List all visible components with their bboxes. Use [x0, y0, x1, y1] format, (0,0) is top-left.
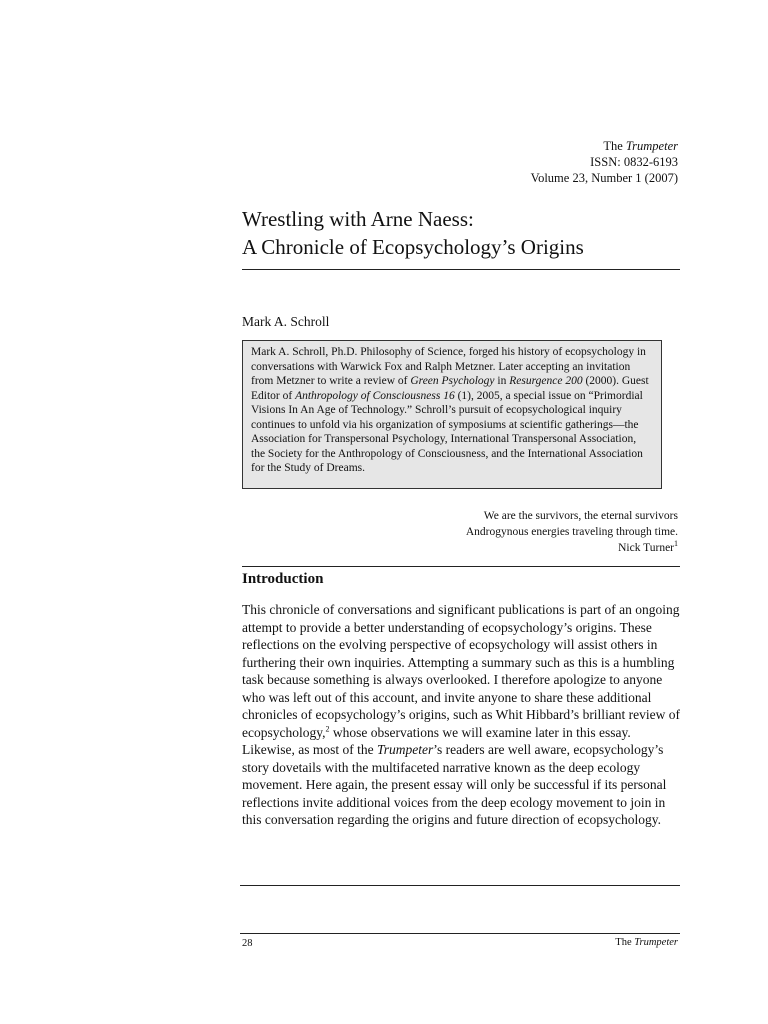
bio-italic-2: Resurgence 200: [509, 375, 583, 387]
journal-header: [531, 138, 678, 186]
journal-name: Trumpeter: [625, 139, 678, 153]
article-title: [242, 205, 682, 261]
footer-journal: [615, 937, 678, 948]
section-end-divider: [240, 885, 680, 886]
journal-prefix: The: [603, 139, 626, 153]
bio-text-2: in: [494, 375, 510, 387]
footer-divider: [240, 933, 680, 934]
introduction-divider: [242, 566, 680, 567]
epigraph: [466, 508, 678, 556]
journal-name-line: [531, 138, 678, 154]
issn: ISSN: 0832-6193: [590, 155, 678, 169]
author-bio: [251, 345, 653, 476]
title-line-1: Wrestling with Arne Naess:: [242, 207, 474, 231]
epigraph-line-1: We are the survivors, the eternal survivors: [483, 510, 678, 522]
intro-italic: Trumpeter: [376, 742, 434, 757]
author-name: Mark A. Schroll: [242, 314, 330, 329]
bio-text-4: (1), 2005, a special issue on “Primordial Visions In An Age of Technology.” Schroll’s pursuit of ecopsychological inquiry continues to unfold via his organization of symposiums at scientific gatherings—the Association for Transpersonal Psychology, International Transpersonal Association, the Society for the Anthropology of Consciousness, and the International Association for the Study of Dreams.: [251, 389, 643, 474]
title-divider: [242, 269, 680, 270]
bio-italic-1: Green Psychology: [410, 375, 495, 387]
bio-text-3: (2000). Guest Editor of: [251, 375, 649, 402]
footnote-mark-1: 1: [674, 539, 678, 549]
author-bio-box: [242, 340, 662, 489]
epigraph-line-2: Androgynous energies traveling through time.: [465, 526, 678, 538]
introduction-heading: Introduction: [242, 571, 324, 587]
bio-italic-3: Anthropology of Consciousness 16: [295, 389, 455, 402]
footer-journal-name: Trumpeter: [634, 937, 678, 948]
attribution-name: Nick Turner: [618, 542, 674, 554]
epigraph-attribution: [466, 540, 678, 556]
volume-info: Volume 23, Number 1 (2007): [530, 171, 678, 185]
intro-text-3: ’s readers are well aware, ecopsychology’s story dovetails with the multifaceted narrative known as the deep ecology movement. Here again, the present essay will only be successful if its personal reflections invite additional voices from the deep ecology movement to join in this conversation regarding the origins and future direction of ecopsychology.: [242, 742, 667, 827]
footnote-mark-2: 2: [325, 724, 330, 733]
introduction-paragraph: [242, 601, 682, 829]
page-number: 28: [242, 938, 253, 949]
intro-text-1: This chronicle of conversations and significant publications is part of an ongoing attempt to provide a better understanding of ecopsychology’s origins. These reflections on the evolving perspective of ecopsychology will assist others in furthering their own inquiries. Attempting a summary such as this is a humbling task because something is always overlooked. I therefore apologize to anyone who was left out of this account, and invite anyone to share these additional chronicles of ecopsychology’s origins, such as Whit Hibbard’s brilliant review of ecopsychology,: [242, 602, 681, 740]
title-line-2: A Chronicle of Ecopsychology’s Origins: [242, 235, 584, 259]
footer-journal-prefix: The: [615, 937, 635, 948]
intro-text-2: whose observations we will examine later in this essay. Likewise, as most of the: [242, 724, 631, 757]
bio-text-1: Mark A. Schroll, Ph.D. Philosophy of Science, forged his history of ecopsychology in conversations with Warwick Fox and Ralph Metzner. Later accepting an invitation from Metzner to write a review of: [251, 346, 646, 387]
